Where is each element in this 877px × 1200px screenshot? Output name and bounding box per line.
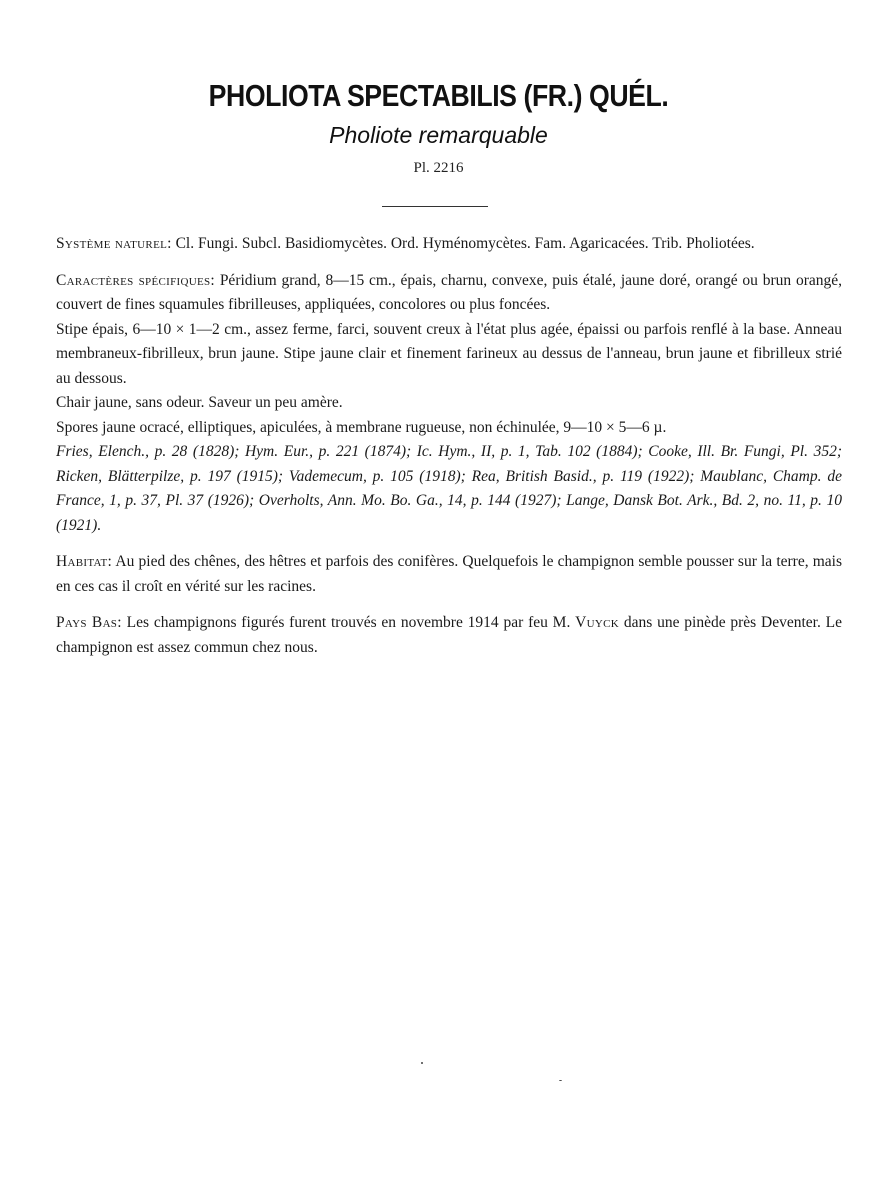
section-systeme bbox=[56, 232, 842, 257]
section-label: Habitat: bbox=[56, 553, 113, 570]
section-text: dans une pinède près Deventer. Le champignon est assez commun chez nous. bbox=[56, 614, 842, 656]
species-title: PHOLIOTA SPECTABILIS (FR.) QUÉL. bbox=[208, 78, 669, 113]
paragraph-chair: Chair jaune, sans odeur. Saveur un peu amère. bbox=[56, 394, 343, 411]
paragraph-stipe: Stipe épais, 6—10 × 1—2 cm., assez ferme, farci, souvent creux à l'état plus agée, épaissi ou parfois renflé à la base. Anneau membraneux-fibrilleux, brun jaune. Stipe jaune clair et finement farineux au dessus de l'anneau, brun jaune et fibrilleux strié au dessous. bbox=[56, 320, 842, 387]
section-habitat bbox=[56, 550, 842, 599]
plate-number: Pl. 2216 bbox=[413, 160, 464, 176]
section-text: Péridium grand, 8—15 cm., épais, charnu, convexe, puis étalé, jaune doré, orangé ou brun orangé, couvert de fines squamules fibrilleuses, appliquées, concolores ou plus foncées. bbox=[56, 271, 842, 313]
section-label: Pays Bas: bbox=[56, 614, 122, 631]
scan-speck bbox=[559, 1080, 562, 1081]
scan-speck bbox=[421, 1062, 423, 1064]
description-body bbox=[56, 232, 842, 660]
section-caracteres bbox=[56, 269, 842, 318]
section-pays-bas bbox=[56, 611, 842, 660]
section-text: Les champignons figurés furent trouvés en novembre 1914 par feu M. bbox=[121, 614, 576, 631]
section-text: Au pied des chênes, des hêtres et parfois des conifères. Quelquefois le champignon semble pousser sur la terre, mais en ces cas il croît en vérité sur les racines. bbox=[56, 553, 842, 595]
species-common-name: Pholiote remarquable bbox=[329, 122, 548, 148]
collector-name: Vuyck bbox=[575, 614, 620, 631]
paragraph-references: Fries, Elench., p. 28 (1828); Hym. Eur., p. 221 (1874); Ic. Hym., II, p. 1, Tab. 102 (1884); Cooke, Ill. Br. Fungi, Pl. 352; Ricken, Blätterpilze, p. 197 (1915); Vademecum, p. 105 (1918); Rea, British Basid., p. 119 (1922); Maublanc, Champ. de France, 1, p. 37, Pl. 37 (1926); Overholts, Ann. Mo. Bo. Ga., 14, p. 144 (1927); Lange, Dansk Bot. Ark., Bd. 2, no. 11, p. 10 (1921). bbox=[56, 443, 842, 534]
paragraph-spores: Spores jaune ocracé, elliptiques, apiculées, à membrane rugueuse, non échinulée, 9—10 × 5—6 µ. bbox=[56, 418, 667, 436]
section-label: Système naturel: bbox=[56, 235, 172, 252]
section-text: Cl. Fungi. Subcl. Basidiomycètes. Ord. Hyménomycètes. Fam. Agaricacées. Trib. Pholiotées. bbox=[171, 235, 755, 252]
section-label: Caractères spécifiques: bbox=[56, 271, 215, 289]
title-divider bbox=[382, 206, 488, 207]
